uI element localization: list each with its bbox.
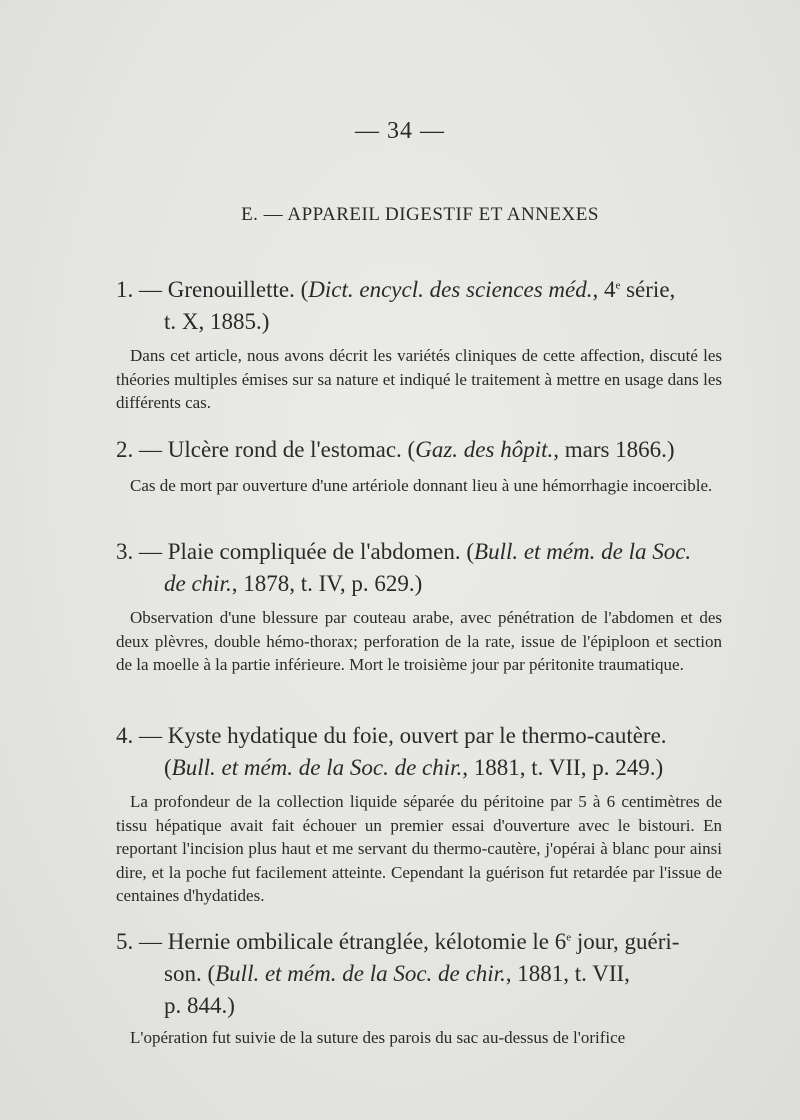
- entry-2-number: 2.: [116, 437, 134, 462]
- entry-5-title: 5. — Hernie ombilicale étranglée, kélotomie le 6e jour, guéri- son. (Bull. et mém. de la Soc. de chir., 1881, t. VII, p. 844.): [116, 929, 680, 1018]
- entry-4-description: La profondeur de la collection liquide séparée du péritoine par 5 à 6 centimètres de tissu hépatique avait fait échouer un premier essai d'ouverture avec le bistouri. En reportant l'incision plus haut et me servant du thermo-cautère, j'opérai à blanc pour ainsi dire, et la poche fut facilement atteinte. Cependant la guérison fut retardée par l'issue de centaines d'hydatides.: [116, 792, 722, 905]
- entry-1-title: 1. — Grenouillette. (Dict. encycl. des sciences méd., 4e série, t. X, 1885.): [116, 277, 676, 334]
- entry-2-title-text: Ulcère rond de l'estomac.: [167, 437, 402, 462]
- entry-5-title-text: Hernie ombilicale étranglée, kélotomie le 6: [167, 929, 567, 954]
- entry-2-description: Cas de mort par ouverture d'une artériole donnant lieu à une hémorrhagie incoercible.: [130, 476, 713, 495]
- entry-4-title-text: Kyste hydatique du foie, ouvert par le thermo-cautère.: [167, 723, 667, 748]
- entry-1-reference: Dict. encycl. des sciences méd.: [308, 277, 593, 302]
- entry-3-reference: Bull. et mém. de la Soc.: [474, 539, 692, 564]
- entry-4-title: 4. — Kyste hydatique du foie, ouvert par le thermo-cautère. (Bull. et mém. de la Soc. de chir., 1881, t. VII, p. 249.): [116, 723, 667, 780]
- entry-2-reference: Gaz. des hôpit.: [415, 437, 554, 462]
- entry-3-description: Observation d'une blessure par couteau arabe, avec pénétration de l'abdomen et des deux plèvres, double hémo-thorax; perforation de la rate, issue de l'épiploon et section de la moelle à la partie inférieure. Mort le troisième jour par péritonite traumatique.: [116, 608, 722, 674]
- entry-1-description: Dans cet article, nous avons décrit les variétés cliniques de cette affection, discuté les théories multiples émises sur sa nature et indiqué le traitement à mettre en usage dans les différents cas.: [116, 346, 722, 412]
- entry-3-number: 3.: [116, 539, 134, 564]
- page-number: — 34 —: [355, 118, 445, 144]
- entry-1-title-text: Grenouillette.: [167, 277, 295, 302]
- entry-4-number: 4.: [116, 723, 134, 748]
- entry-3-title: 3. — Plaie compliquée de l'abdomen. (Bull. et mém. de la Soc. de chir., 1878, t. IV, p. 629.): [116, 539, 692, 596]
- section-heading: E. — APPAREIL DIGESTIF ET ANNEXES: [241, 204, 599, 225]
- entry-4-reference: Bull. et mém. de la Soc. de chir.: [171, 755, 463, 780]
- entry-2-title: 2. — Ulcère rond de l'estomac. (Gaz. des hôpit., mars 1866.): [116, 437, 675, 462]
- entry-5-reference: Bull. et mém. de la Soc. de chir.: [215, 961, 506, 986]
- entry-3-title-text: Plaie compliquée de l'abdomen.: [167, 539, 461, 564]
- entry-5-description: L'opération fut suivie de la suture des parois du sac au-dessus de l'orifice: [130, 1028, 626, 1047]
- entry-5-number: 5.: [116, 929, 134, 954]
- entry-1-number: 1.: [116, 277, 134, 302]
